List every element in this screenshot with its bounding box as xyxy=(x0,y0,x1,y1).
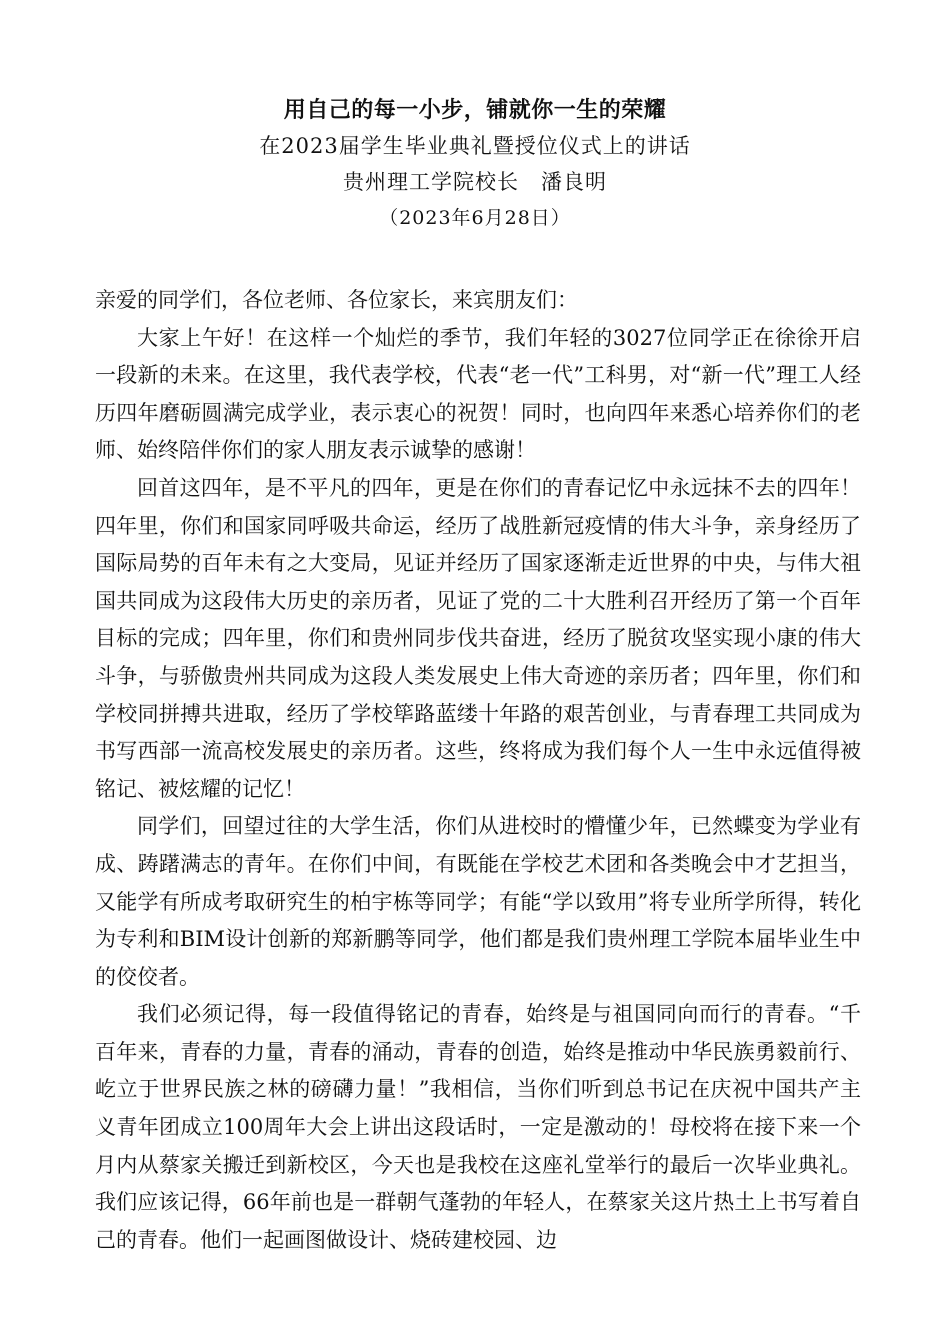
speech-title: 用自己的每一小步，铺就你一生的荣耀 xyxy=(283,97,667,123)
greeting: 亲爱的同学们，各位老师、各位家长，来宾朋友们： xyxy=(95,288,578,312)
paragraph: 回首这四年，是不平凡的四年，更是在你们的青春记忆中永远抹不去的四年！四年里，你们和国家同呼吸共命运，经历了战胜新冠疫情的伟大斗争，亲身经历了国际局势的百年未有之大变局，见证并经历了国家逐渐走近世界的中央，与伟大祖国共同成为这段伟大历史的亲历者，见证了党的二十大胜利召开经历了第一个百年目标的完成；四年里，你们和贵州同步伐共奋进，经历了脱贫攻坚实现小康的伟大斗争，与骄傲贵州共同成为这段人类发展史上伟大奇迹的亲历者；四年里，你们和学校同拼搏共进取，经历了学校筚路蓝缕十年路的艰苦创业，与青春理工共同成为书写西部一流高校发展史的亲历者。这些，终将成为我们每个人一生中永远值得被铭记、被炫耀的记忆！ xyxy=(95,475,861,801)
paragraph: 同学们，回望过往的大学生活，你们从进校时的懵懂少年，已然蝶变为学业有成、踌躇满志的青年。在你们中间，有既能在学校艺术团和各类晚会中才艺担当，又能学有所成考取研究生的柏宇栋等同学；有能“学以致用”将专业所学所得，转化为专利和BIM设计创新的郑新鹏等同学，他们都是我们贵州理工学院本届毕业生中的佼佼者。 xyxy=(95,814,861,989)
speaker-line: 贵州理工学院校长 潘良明 xyxy=(343,170,607,194)
speech-date: （2023年6月28日） xyxy=(379,207,571,229)
paragraph: 我们必须记得，每一段值得铭记的青春，始终是与祖国同向而行的青春。“千百年来，青春的力量，青春的涌动，青春的创造，始终是推动中华民族勇毅前行、屹立于世界民族之林的磅礴力量！”我相信，当你们听到总书记在庆祝中国共产主义青年团成立100周年大会上讲出这段话时，一定是激动的！母校将在接下来一个月内从蔡家关搬迁到新校区，今天也是我校在这座礼堂举行的最后一次毕业典礼。我们应该记得，66年前也是一群朝气蓬勃的年轻人，在蔡家关这片热土上书写着自己的青春。他们一起画图做设计、烧砖建校园、边 xyxy=(95,1002,861,1252)
speech-subtitle: 在2023届学生毕业典礼暨授位仪式上的讲话 xyxy=(259,134,691,158)
document-header xyxy=(0,92,950,236)
speech-body xyxy=(95,282,861,1259)
paragraph: 大家上午好！在这样一个灿烂的季节，我们年轻的3027位同学正在徐徐开启一段新的未来。在这里，我代表学校，代表“老一代”工科男，对“新一代”理工人经历四年磨砺圆满完成学业，表示衷心的祝贺！同时，也向四年来悉心培养你们的老师、始终陪伴你们的家人朋友表示诚挚的感谢！ xyxy=(95,325,861,463)
